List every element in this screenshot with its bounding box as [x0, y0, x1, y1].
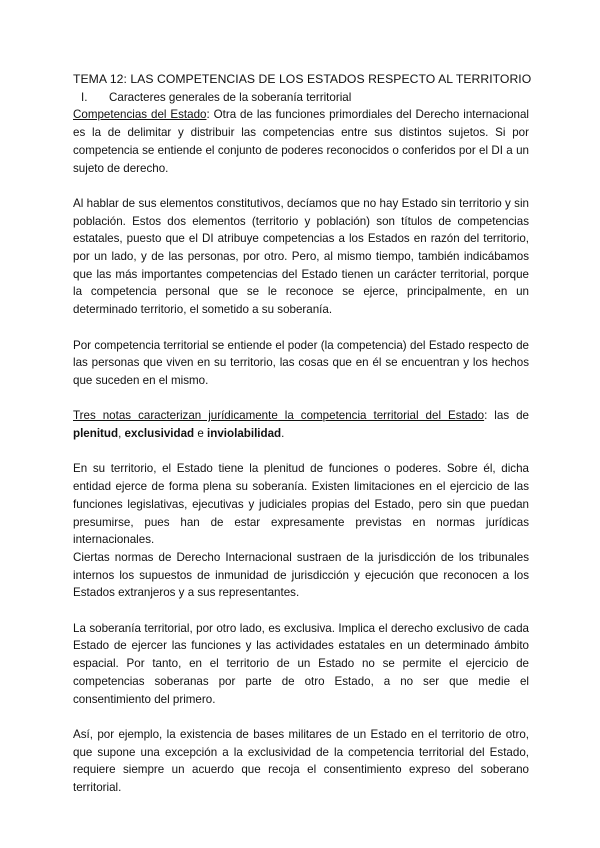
paragraph-inmunidad: Ciertas normas de Derecho Internacional sustraen de la jurisdicción de los tribunales internos los supuestos de inmunidad de jurisdicción y ejecución que reconocen a los Estados extranjeros y a sus representantes.: [73, 550, 529, 600]
keyword-plenitud: plenitud: [73, 427, 119, 441]
paragraph-tres-notas: Tres notas caracterizan jurídicamente la competencia territorial del Estado: las de plenitud, exclusividad e inviolabilidad.: [73, 409, 529, 441]
keyword-exclusividad: exclusividad: [124, 427, 195, 441]
paragraph-competencias: [73, 106, 529, 177]
paragraph-text: : Otra de las funciones primordiales del Derecho internacional es la de delimitar y distribuir las competencias entre sus distintos sujetos. Si por competencia se entiende el conjunto de poderes reconocidos o conferidos por el DI a un sujeto de derecho.: [73, 108, 529, 175]
paragraph-plenitud: En su territorio, el Estado tiene la plenitud de funciones o poderes. Sobre él, dicha entidad ejerce de forma plena su soberanía. Existen limitaciones en el ejercicio de las funciones legislativas, ejecutivas y judiciales propias del Estado, pero sin que puedan presumirse, pues han de estar expresamente previstas en normas jurídicas internacionales.: [73, 462, 529, 547]
paragraph-exclusividad: La soberanía territorial, por otro lado, es exclusiva. Implica el derecho exclusivo de cada Estado de ejercer las funciones y las actividades estatales en un determinado ámbito espacial. Por tanto, en el territorio de un Estado no se permite el ejercicio de competencias soberanas por parte de otro Estado, a no ser que medie el consentimiento del primero.: [73, 621, 529, 706]
paragraph-competencia-territorial: Por competencia territorial se entiende el poder (la competencia) del Estado respecto de las personas que viven en su territorio, las cosas que en él se encuentran y los hechos que suceden en el mismo.: [73, 338, 529, 387]
paragraph-elementos: Al hablar de sus elementos constitutivos, decíamos que no hay Estado sin territorio y sin población. Estos dos elementos (territorio y población) son títulos de competencias estatales, puesto que el DI atribuye competencias a los Estados en razón del territorio, por un lado, y de las personas, por otro. Pero, al mismo tiempo, también indicábamos que las más importantes competencias del Estado tienen un carácter territorial, porque la competencia personal que se le reconoce se ejerce, principalmente, en un determinado territorio, el sometido a su soberanía.: [73, 196, 529, 317]
page-title: TEMA 12: LAS COMPETENCIAS DE LOS ESTADOS RESPECTO AL TERRITORIO: [73, 72, 532, 86]
paragraph-bases-militares: Así, por ejemplo, la existencia de bases militares de un Estado en el territorio de otro, que supone una excepción a la exclusividad de la competencia territorial del Estado, requiere siempre un acuerdo que recoja el consentimiento expreso del soberano territorial.: [73, 727, 529, 795]
section-title: Caracteres generales de la soberanía territorial: [109, 90, 352, 104]
section-heading: [81, 89, 529, 107]
paragraph-lead-underlined: Competencias del Estado: [73, 108, 207, 122]
document-page: [73, 71, 532, 797]
paragraph-lead-underlined: Tres notas caracterizan jurídicamente la competencia territorial del Estado: [73, 409, 485, 423]
keyword-inviolabilidad: inviolabilidad: [207, 427, 282, 441]
section-number: I.: [81, 90, 88, 104]
